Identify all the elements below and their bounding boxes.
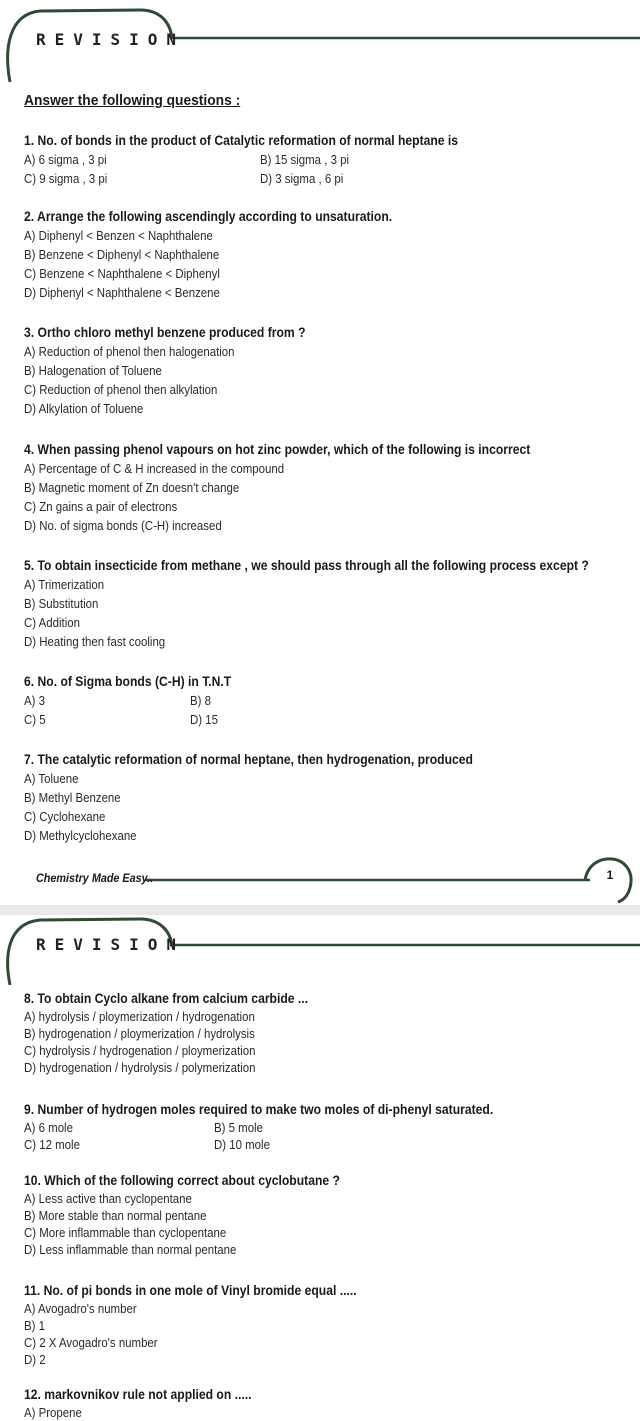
option-d: D) Diphenyl < Naphthalene < Benzene [24, 285, 220, 300]
option-a: A) 3 [24, 693, 45, 708]
option-b: B) hydrogenation / ploymerization / hydrolysis [24, 1026, 255, 1041]
question-title: 4. When passing phenol vapours on hot zinc powder, which of the following is incorrect [24, 442, 531, 457]
option-c: C) Benzene < Naphthalene < Diphenyl [24, 266, 220, 281]
option-b: B) Methyl Benzene [24, 790, 121, 805]
option-c: C) 12 mole [24, 1137, 80, 1152]
option-a: A) 6 sigma , 3 pi [24, 152, 107, 167]
option-b: B) 5 mole [214, 1120, 263, 1135]
option-c: C) 9 sigma , 3 pi [24, 171, 108, 186]
option-c: C) 5 [24, 712, 46, 727]
option-a: A) 6 mole [24, 1120, 73, 1135]
question-title: 3. Ortho chloro methyl benzene produced from ? [24, 325, 306, 340]
question-title: 1. No. of bonds in the product of Catalytic reformation of normal heptane is [24, 133, 459, 148]
instructions-heading: Answer the following questions : [24, 92, 241, 109]
option-c: C) 2 X Avogadro's number [24, 1335, 158, 1350]
option-d: D) 2 [24, 1352, 46, 1367]
question-6 [24, 672, 624, 729]
option-a: A) Percentage of C & H increased in the compound [24, 461, 285, 476]
question-title: 9. Number of hydrogen moles required to make two moles of di-phenyl saturated. [24, 1102, 494, 1117]
question-7 [24, 750, 624, 845]
option-c: C) Zn gains a pair of electrons [24, 499, 178, 514]
option-d: D) No. of sigma bonds (C-H) increased [24, 518, 222, 533]
option-a: A) hydrolysis / ploymerization / hydrogenation [24, 1009, 255, 1024]
question-11 [24, 1281, 624, 1368]
option-c: C) hydrolysis / hydrogenation / ploymerization [24, 1043, 256, 1058]
option-d: D) 3 sigma , 6 pi [260, 171, 344, 186]
footer-text: Chemistry Made Easy.. [36, 871, 154, 885]
page-number: 1 [606, 868, 614, 882]
header-title: REVISION [36, 30, 186, 49]
question-title: 8. To obtain Cyclo alkane from calcium carbide ... [24, 991, 309, 1006]
question-title: 7. The catalytic reformation of normal heptane, then hydrogenation, produced [24, 752, 473, 767]
option-a: A) Trimerization [24, 577, 105, 592]
question-title: 11. No. of pi bonds in one mole of Vinyl bromide equal ..... [24, 1283, 357, 1298]
option-a: A) Toluene [24, 771, 79, 786]
option-a: A) Reduction of phenol then halogenation [24, 344, 235, 359]
option-b: B) Magnetic moment of Zn doesn't change [24, 480, 240, 495]
header-title: REVISION [36, 935, 186, 954]
question-title: 5. To obtain insecticide from methane , we should pass through all the following process except ? [24, 558, 589, 573]
page-separator [0, 905, 640, 915]
question-title: 12. markovnikov rule not applied on ..... [24, 1387, 252, 1402]
question-1 [24, 131, 624, 188]
option-c: C) Cyclohexane [24, 809, 106, 824]
option-c: C) More inflammable than cyclopentane [24, 1225, 227, 1240]
option-c: C) Addition [24, 615, 80, 630]
question-4 [24, 440, 624, 535]
option-d: D) Alkylation of Toluene [24, 401, 144, 416]
option-b: B) 15 sigma , 3 pi [260, 152, 350, 167]
question-9 [24, 1100, 624, 1153]
question-title: 10. Which of the following correct about cyclobutane ? [24, 1173, 340, 1188]
option-b: B) Halogenation of Toluene [24, 363, 162, 378]
question-3 [24, 323, 624, 418]
option-a: A) Less active than cyclopentane [24, 1191, 192, 1206]
option-c: C) Reduction of phenol then alkylation [24, 382, 218, 397]
question-2 [24, 207, 624, 302]
question-title: 6. No. of Sigma bonds (C-H) in T.N.T [24, 674, 232, 689]
option-d: D) 10 mole [214, 1137, 270, 1152]
option-b: B) 1 [24, 1318, 45, 1333]
option-a: A) Propene [24, 1405, 82, 1420]
option-d: D) Less inflammable than normal pentane [24, 1242, 237, 1257]
option-b: B) 8 [190, 693, 211, 708]
option-a: A) Avogadro's number [24, 1301, 137, 1316]
option-d: D) Heating then fast cooling [24, 634, 166, 649]
worksheet-page-2 [0, 915, 640, 1421]
option-b: B) Benzene < Diphenyl < Naphthalene [24, 247, 220, 262]
option-d: D) 15 [190, 712, 218, 727]
option-b: B) Substitution [24, 596, 99, 611]
question-5 [24, 556, 624, 651]
question-title: 2. Arrange the following ascendingly according to unsaturation. [24, 209, 393, 224]
question-8 [24, 989, 624, 1076]
option-b: B) More stable than normal pentane [24, 1208, 207, 1223]
option-a: A) Diphenyl < Benzen < Naphthalene [24, 228, 213, 243]
option-d: D) hydrogenation / hydrolysis / polymerization [24, 1060, 256, 1075]
question-10 [24, 1171, 624, 1258]
question-12 [24, 1385, 624, 1421]
option-d: D) Methylcyclohexane [24, 828, 137, 843]
